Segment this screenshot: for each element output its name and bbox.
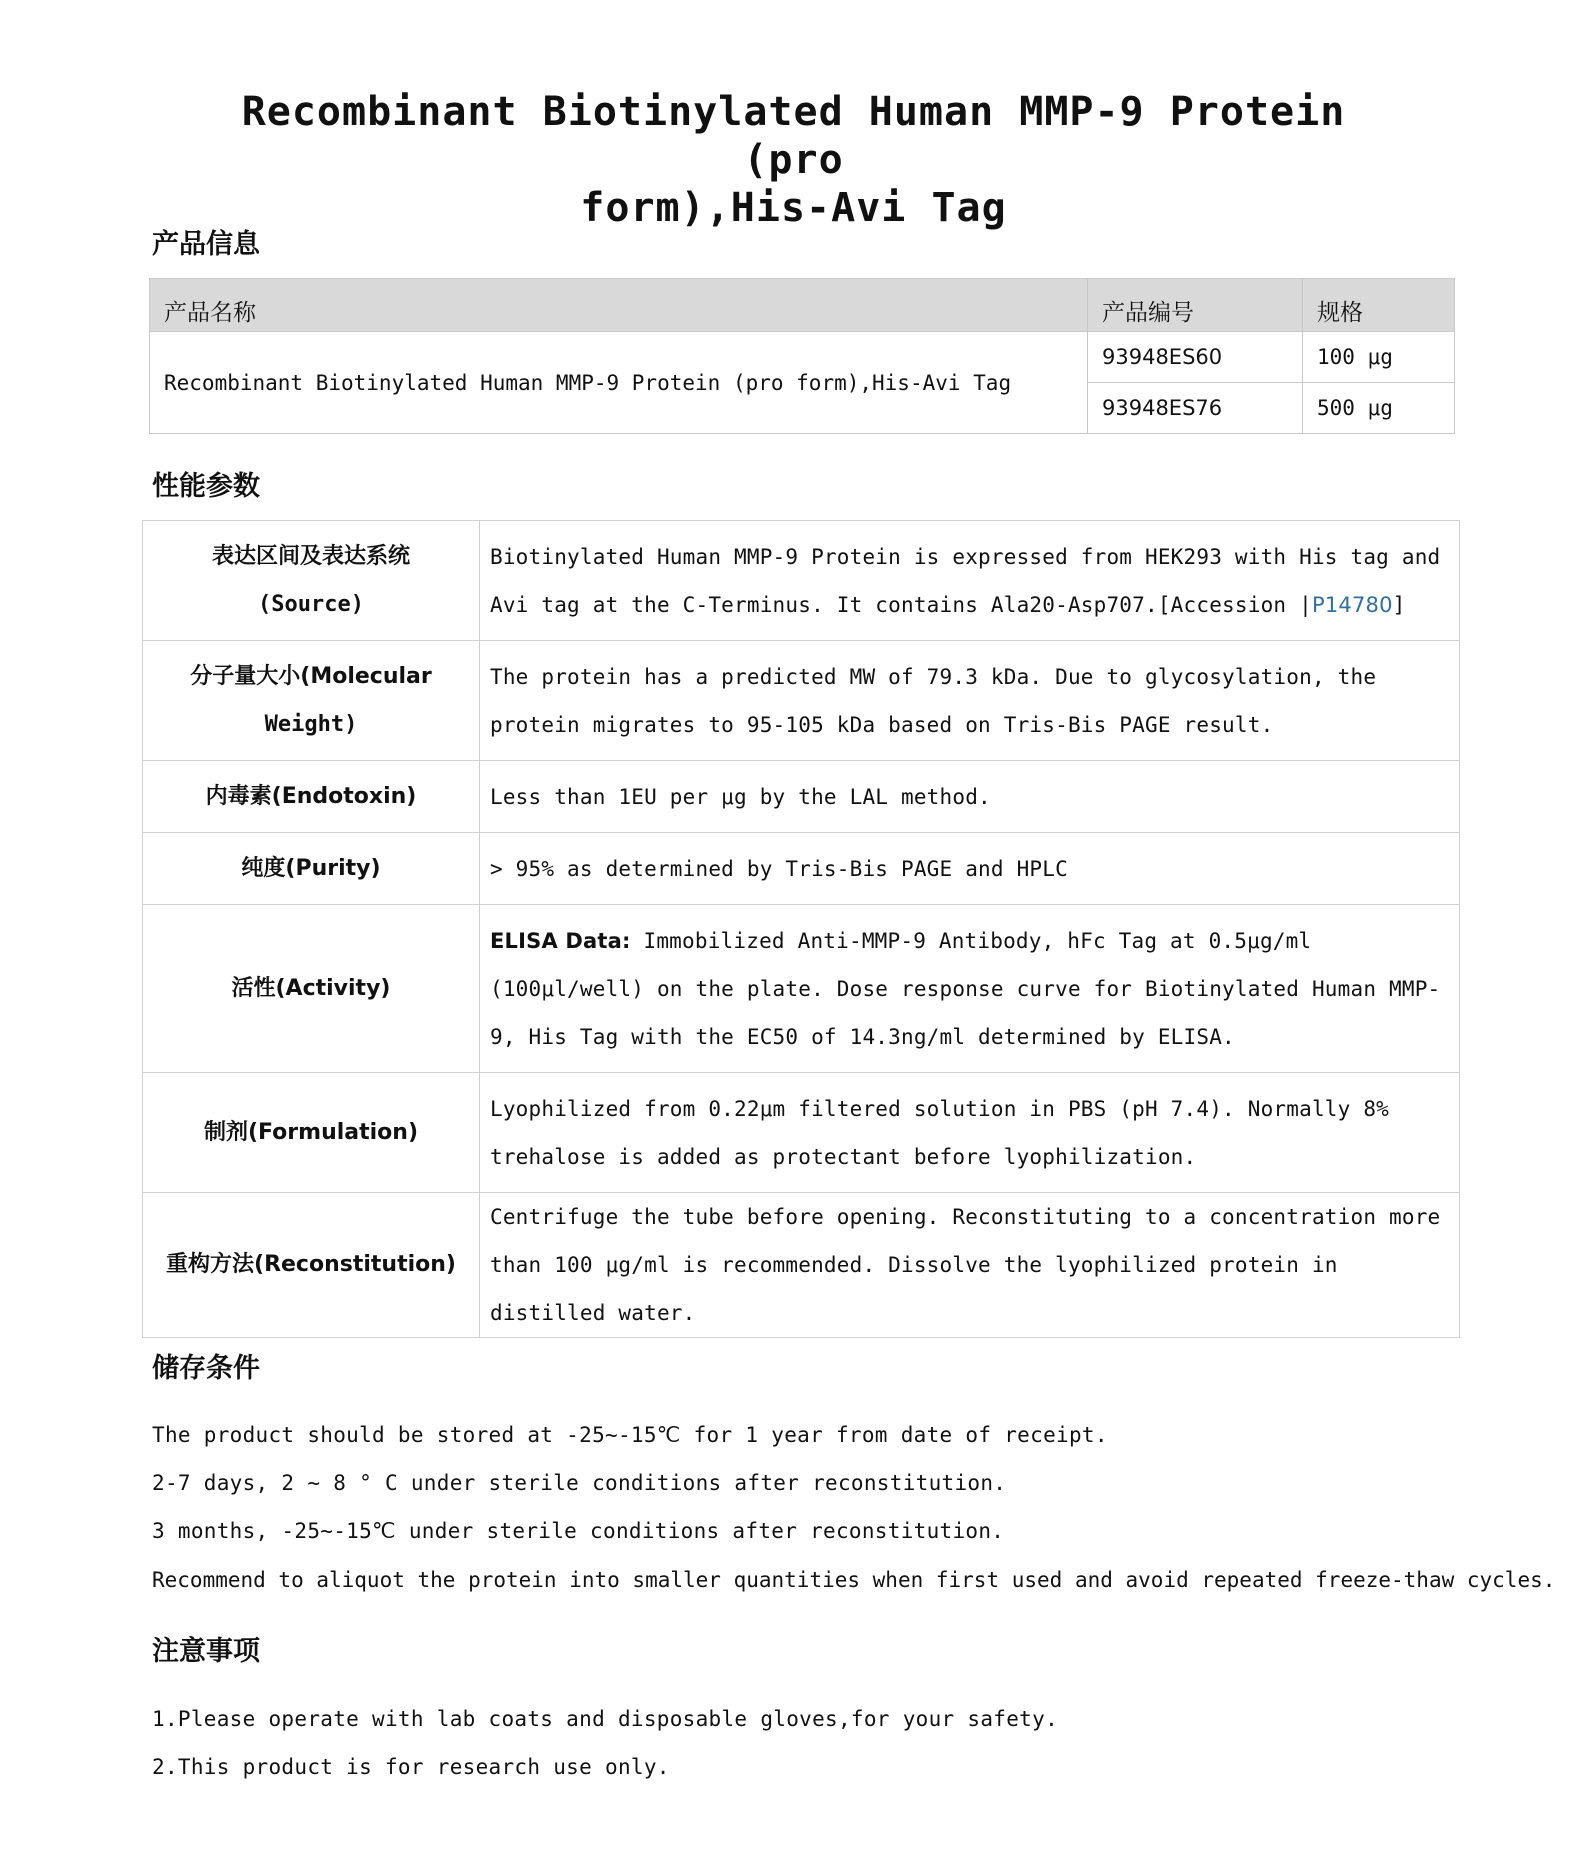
spec-label-source <box>143 521 480 641</box>
header-product-code: 产品编号 <box>1088 279 1303 332</box>
product-table-header <box>150 279 1455 332</box>
section-heading-performance: 性能参数 <box>152 471 260 502</box>
spec-row-activity <box>143 905 1460 1073</box>
storage-line: 3 months, -25~-15℃ under sterile conditions after reconstitution. <box>152 1519 1005 1543</box>
spec-label-activity: 活性(Activity) <box>143 905 480 1073</box>
spec-label-endotoxin: 内毒素(Endotoxin) <box>143 761 480 833</box>
elisa-data-label: ELISA Data: <box>490 928 631 953</box>
spec-row-reconstitution <box>143 1193 1460 1338</box>
table-row <box>150 332 1455 383</box>
section-heading-notes: 注意事项 <box>152 1636 260 1667</box>
title-line-1: Recombinant Biotinylated Human MMP-9 Protein (pro <box>241 89 1346 183</box>
spec-row-purity <box>143 833 1460 905</box>
product-spec-cell: 100 μg <box>1303 332 1455 383</box>
spec-value-mw: The protein has a predicted MW of 79.3 kDa. Due to glycosylation, the protein migrates to 95-105 kDa based on Tris-Bis PAGE result. <box>480 641 1460 761</box>
product-name-cell: Recombinant Biotinylated Human MMP-9 Protein (pro form),His-Avi Tag <box>150 332 1088 434</box>
spec-label-purity: 纯度(Purity) <box>143 833 480 905</box>
product-code-cell: 93948ES60 <box>1088 332 1303 383</box>
product-code-cell: 93948ES76 <box>1088 383 1303 434</box>
spec-label-formulation: 制剂(Formulation) <box>143 1073 480 1193</box>
spec-row-source <box>143 521 1460 641</box>
header-product-name: 产品名称 <box>150 279 1088 332</box>
product-spec-cell: 500 μg <box>1303 383 1455 434</box>
spec-value-purity: > 95% as determined by Tris-Bis PAGE and HPLC <box>480 833 1460 905</box>
notes-line: 2.This product is for research use only. <box>152 1755 670 1779</box>
spec-label-mw-line1: 分子量大小(Molecular <box>190 663 432 689</box>
header-spec: 规格 <box>1303 279 1455 332</box>
spec-value-source-text: Biotinylated Human MMP-9 Protein is expressed from HEK293 with His tag and Avi tag at the C-Terminus. It contains Ala20-Asp707.[Accession | <box>490 544 1441 617</box>
spec-label-source-line2: (Source) <box>258 591 364 617</box>
storage-line: Recommend to aliquot the protein into smaller quantities when first used and avoid repeated freeze-thaw cycles. <box>152 1568 1556 1592</box>
notes-line: 1.Please operate with lab coats and disposable gloves,for your safety. <box>152 1707 1059 1731</box>
spec-value-reconstitution: Centrifuge the tube before opening. Reconstituting to a concentration more than 100 μg/ml is recommended. Dissolve the lyophilized protein in distilled water. <box>480 1193 1460 1338</box>
accession-link[interactable]: P14780 <box>1311 592 1393 617</box>
spec-label-reconstitution: 重构方法(Reconstitution) <box>143 1193 480 1338</box>
spec-value-activity <box>480 905 1460 1073</box>
section-heading-product-info: 产品信息 <box>152 229 260 260</box>
spec-value-activity-text: Immobilized Anti-MMP-9 Antibody, hFc Tag at 0.5μg/ml (100μl/well) on the plate. Dose response curve for Biotinylated Human MMP-9, His Tag with the EC50 of 14.3ng/ml determined by ELISA. <box>490 928 1441 1049</box>
document-title <box>200 88 1387 232</box>
section-heading-storage: 储存条件 <box>152 1353 260 1384</box>
spec-label-source-line1: 表达区间及表达系统 <box>211 543 410 569</box>
spec-value-formulation: Lyophilized from 0.22μm filtered solution in PBS (pH 7.4). Normally 8% trehalose is added as protectant before lyophilization. <box>480 1073 1460 1193</box>
spec-row-formulation <box>143 1073 1460 1193</box>
spec-label-mw <box>143 641 480 761</box>
spec-row-endotoxin <box>143 761 1460 833</box>
product-table <box>149 278 1455 434</box>
spec-value-source-end: ] <box>1392 592 1406 617</box>
spec-row-mw <box>143 641 1460 761</box>
spec-table <box>142 520 1460 1338</box>
spec-value-source <box>480 521 1460 641</box>
spec-label-mw-line2: Weight) <box>264 711 358 737</box>
spec-value-endotoxin: Less than 1EU per μg by the LAL method. <box>480 761 1460 833</box>
storage-line: 2-7 days, 2 ~ 8 ° C under sterile conditions after reconstitution. <box>152 1471 1007 1495</box>
title-line-2: form),His-Avi Tag <box>580 185 1007 231</box>
storage-line: The product should be stored at -25~-15℃ for 1 year from date of receipt. <box>152 1423 1108 1447</box>
